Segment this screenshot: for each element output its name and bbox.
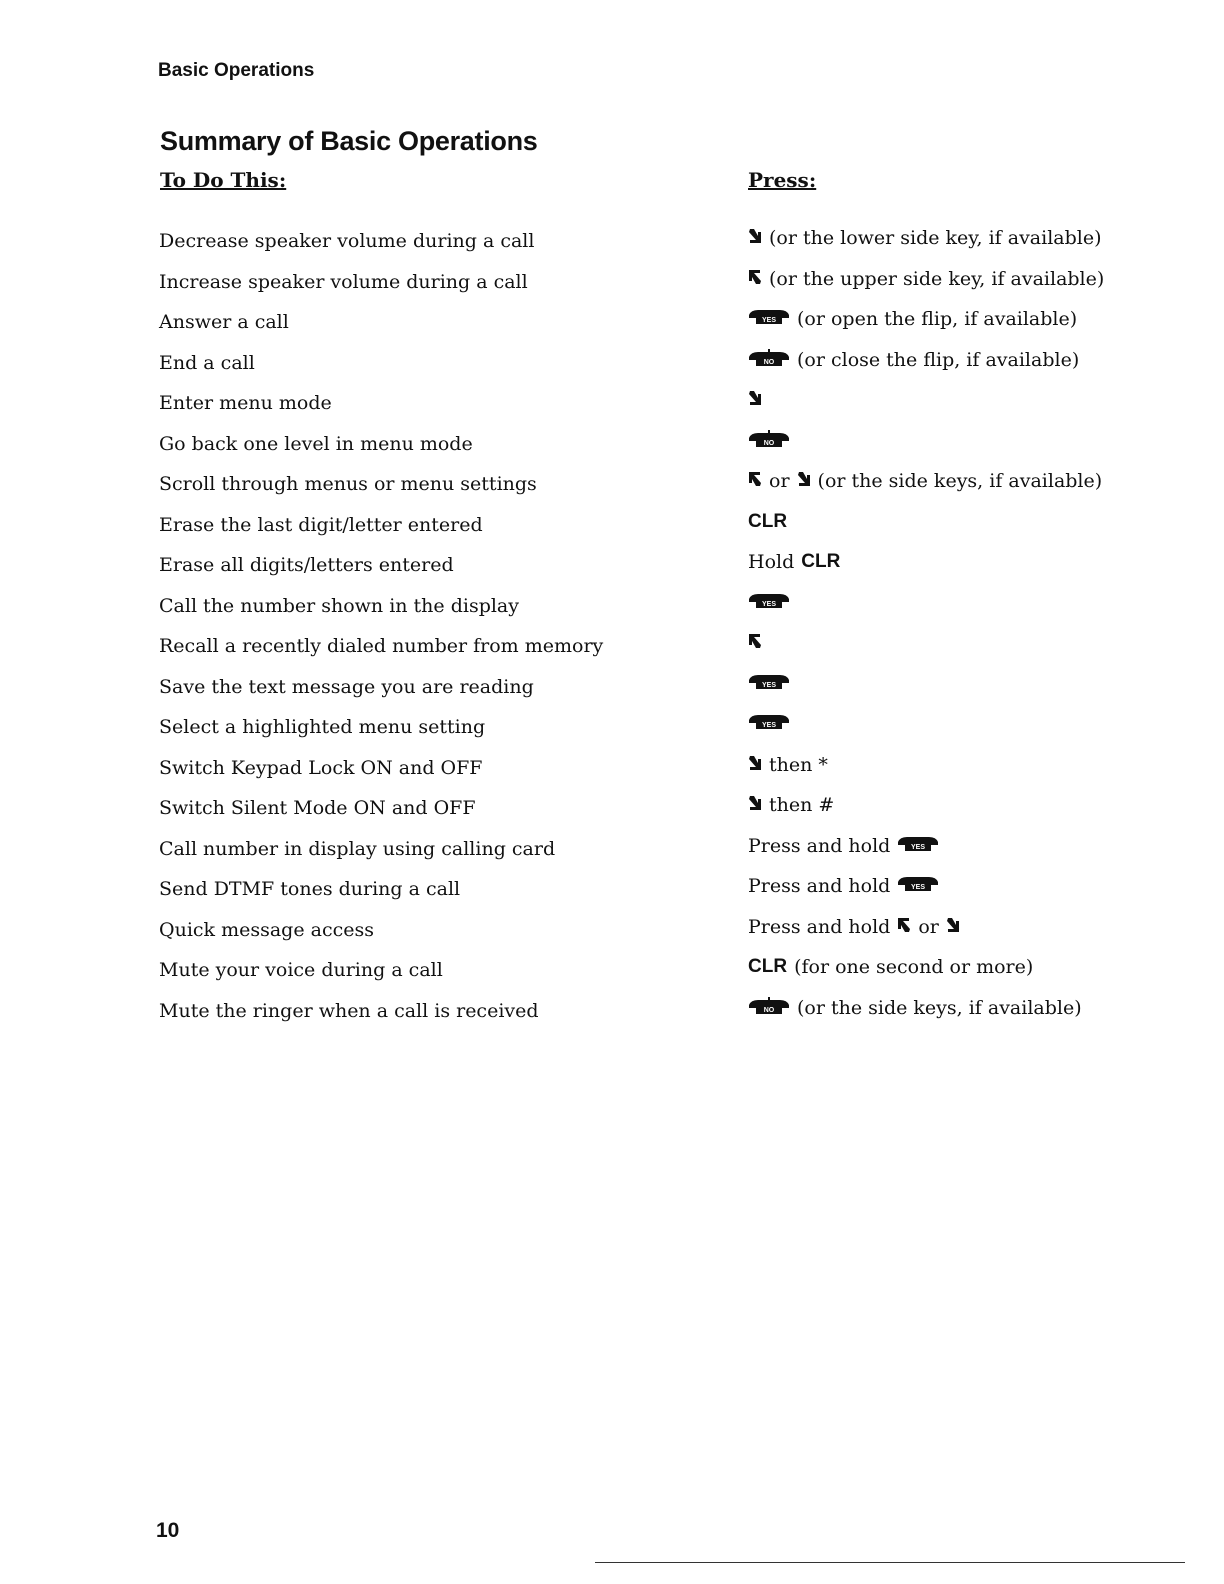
key-instruction-text: (or close the flip, if available): [797, 349, 1080, 371]
svg-text:YES: YES: [761, 317, 777, 324]
yes-key-icon: [748, 592, 790, 614]
table-row: [0, 550, 1224, 591]
key-sequence: [748, 713, 790, 735]
table-row: [0, 834, 1224, 875]
key-instruction-text: Press and hold: [748, 915, 891, 938]
task-text: Call number in display using calling card: [159, 837, 556, 860]
task-text: Increase speaker volume during a call: [159, 270, 528, 293]
key-sequence: [748, 592, 790, 614]
key-sequence: [748, 551, 840, 573]
table-row: [0, 753, 1224, 794]
down-arrow-key-icon: [748, 389, 762, 411]
table-row: [0, 672, 1224, 713]
table-row: [0, 226, 1224, 267]
yes-key-icon: [748, 673, 790, 695]
key-instruction-text: then #: [769, 794, 835, 816]
key-instruction-text: (or the upper side key, if available): [769, 267, 1105, 290]
table-row: [0, 510, 1224, 551]
key-sequence: [748, 268, 1104, 290]
yes-key-icon: [748, 308, 790, 330]
task-text: Enter menu mode: [159, 392, 332, 414]
key-instruction-text: Press and hold: [748, 834, 891, 857]
svg-text:YES: YES: [911, 884, 926, 891]
task-text: Answer a call: [159, 311, 289, 333]
task-text: Mute your voice during a call: [159, 959, 443, 981]
key-sequence: [748, 875, 939, 897]
table-row: [0, 631, 1224, 672]
key-sequence: [748, 632, 762, 654]
down-arrow-key-icon: [797, 470, 811, 492]
key-sequence: [748, 430, 790, 453]
key-instruction-text: or: [769, 470, 790, 492]
clr-key-label: CLR: [748, 956, 788, 977]
up-arrow-key-icon: [748, 268, 762, 290]
yes-key-icon: [748, 713, 790, 735]
task-text: Go back one level in menu mode: [159, 432, 473, 455]
key-instruction-text: (for one second or more): [794, 956, 1034, 978]
task-text: Switch Keypad Lock ON and OFF: [159, 756, 483, 779]
key-instruction-text: Hold: [748, 551, 795, 573]
svg-text:YES: YES: [761, 681, 777, 689]
key-sequence: [748, 794, 834, 816]
key-sequence: [748, 997, 1082, 1020]
task-text: End a call: [159, 351, 255, 374]
key-sequence: [748, 754, 828, 776]
key-sequence: [748, 349, 1079, 372]
section-title: Summary of Basic Operations: [160, 126, 538, 156]
table-row: [0, 429, 1224, 470]
svg-text:NO: NO: [763, 358, 775, 366]
clr-key-label: CLR: [748, 510, 788, 532]
key-sequence: [748, 511, 787, 533]
down-arrow-key-icon: [748, 754, 762, 776]
down-arrow-key-icon: [748, 227, 762, 249]
table-row: [0, 793, 1224, 834]
key-sequence: [748, 956, 1033, 978]
key-sequence: [748, 835, 939, 857]
table-row: [0, 388, 1224, 429]
key-instruction-text: (or the lower side key, if available): [769, 227, 1102, 249]
key-sequence: [748, 470, 1102, 492]
running-header: Basic Operations: [158, 60, 315, 81]
page-number: 10: [156, 1519, 180, 1542]
task-text: Switch Silent Mode ON and OFF: [159, 797, 476, 819]
task-text: Recall a recently dialed number from memory: [159, 635, 604, 657]
table-row: [0, 267, 1224, 308]
svg-text:NO: NO: [763, 439, 775, 447]
no-key-icon: [748, 430, 790, 453]
task-text: Select a highlighted menu setting: [159, 716, 486, 738]
up-arrow-key-icon: [748, 470, 762, 492]
clr-key-label: CLR: [801, 551, 841, 572]
column-heading-press: Press:: [748, 168, 817, 192]
table-row: [0, 996, 1224, 1037]
down-arrow-key-icon: [946, 916, 960, 938]
svg-text:YES: YES: [911, 843, 926, 851]
table-row: [0, 874, 1224, 915]
table-row: [0, 591, 1224, 632]
task-text: Mute the ringer when a call is received: [159, 999, 539, 1022]
key-sequence: [748, 389, 762, 411]
up-arrow-key-icon: [748, 632, 762, 654]
svg-text:NO: NO: [763, 1006, 775, 1014]
key-instruction-text: (or open the flip, if available): [797, 308, 1078, 330]
footer-rule: [595, 1562, 1185, 1563]
task-text: Decrease speaker volume during a call: [159, 230, 535, 252]
no-key-icon: [748, 349, 790, 372]
table-row: [0, 469, 1224, 510]
table-row: [0, 915, 1224, 956]
column-heading-task: To Do This:: [160, 168, 287, 192]
key-sequence: [748, 227, 1102, 249]
key-instruction-text: (or the side keys, if available): [817, 470, 1103, 492]
task-text: Erase the last digit/letter entered: [159, 513, 483, 536]
table-row: [0, 712, 1224, 753]
table-row: [0, 307, 1224, 348]
up-arrow-key-icon: [897, 916, 911, 938]
operations-table: [0, 226, 1224, 1036]
svg-text:YES: YES: [761, 722, 777, 729]
task-text: Quick message access: [159, 918, 374, 941]
yes-key-icon: [897, 875, 939, 897]
key-instruction-text: (or the side keys, if available): [797, 997, 1082, 1019]
table-row: [0, 955, 1224, 996]
down-arrow-key-icon: [748, 794, 762, 816]
task-text: Save the text message you are reading: [159, 675, 534, 698]
task-text: Send DTMF tones during a call: [159, 878, 461, 900]
key-instruction-text: or: [918, 915, 939, 938]
task-text: Call the number shown in the display: [159, 594, 519, 617]
task-text: Erase all digits/letters entered: [159, 554, 454, 576]
key-instruction-text: Press and hold: [748, 875, 891, 897]
key-sequence: [748, 916, 960, 938]
yes-key-icon: [897, 835, 939, 857]
table-row: [0, 348, 1224, 389]
key-instruction-text: then *: [769, 753, 828, 776]
key-sequence: [748, 673, 790, 695]
no-key-icon: [748, 997, 790, 1020]
svg-text:YES: YES: [761, 600, 777, 608]
key-sequence: [748, 308, 1077, 330]
task-text: Scroll through menus or menu settings: [159, 473, 537, 495]
